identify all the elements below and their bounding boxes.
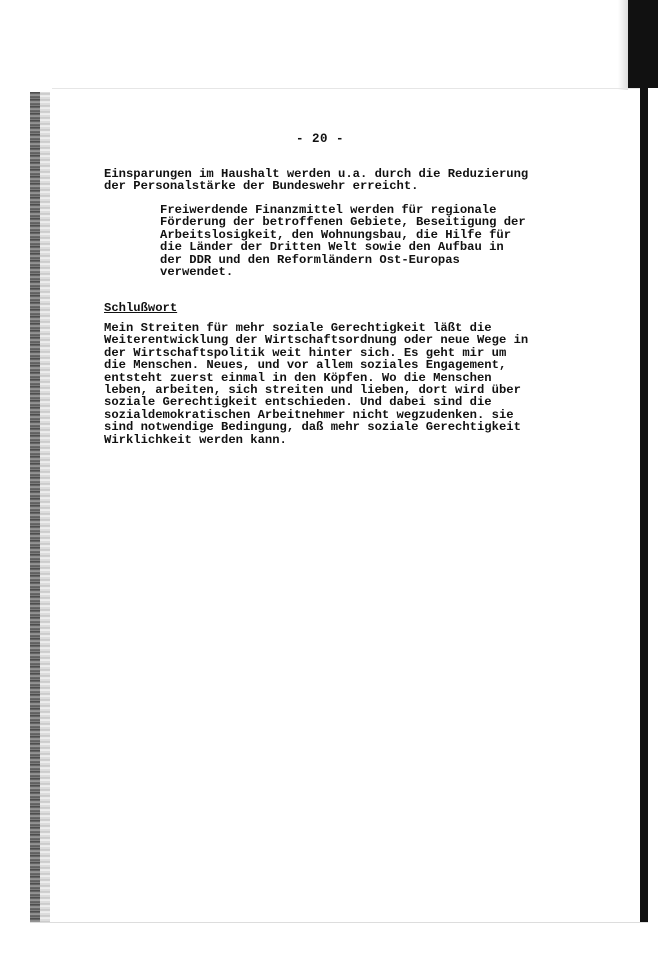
scan-edge-right xyxy=(640,88,648,923)
section-heading: Schlußwort xyxy=(104,301,178,315)
paragraph-closing: Mein Streiten für mehr soziale Gerechtigkeit läßt die Weiterentwicklung der Wirtschaftsordnung oder neue Wege in der Wirtschaftspolitik weit hinter sich. Es geht mir um die Menschen. Neues, und vor allem soziales Engagement, entsteht zuerst einmal in den Köpfen. Wo die Menschen leben, arbeiten, sich streiten und lieben, dort wird über soziale Gerechtigkeit entschieden. Und dabei sind die sozialdemokratischen Arbeitnehmer nicht wegzudenken. sie sind notwendige Bedingung, daß mehr soziale Gerechtigkeit Wirklichkeit werden kann. xyxy=(104,321,529,447)
paragraph-savings: Einsparungen im Haushalt werden u.a. durch die Reduzierung der Personalstärke der Bundeswehr erreicht. xyxy=(104,167,529,194)
page-number: - 20 - xyxy=(296,132,345,146)
paragraph-funds-indented: Freiwerdende Finanzmittel werden für regionale Förderung der betroffenen Gebiete, Beseitigung der Arbeitslosigkeit, den Wohnungsbau, die Hilfe für die Länder der Dritten Welt sowie den Aufbau in der DDR und den Reformländern Ost-Europas verwendet. xyxy=(160,203,526,280)
page-top-edge xyxy=(52,88,640,89)
scan-edge-left xyxy=(30,92,40,922)
scan-edge-shadow xyxy=(40,92,50,922)
scan-bottom-area xyxy=(30,922,648,957)
scan-corner-top-right xyxy=(628,0,658,88)
scan-corner-shadow xyxy=(618,0,628,90)
